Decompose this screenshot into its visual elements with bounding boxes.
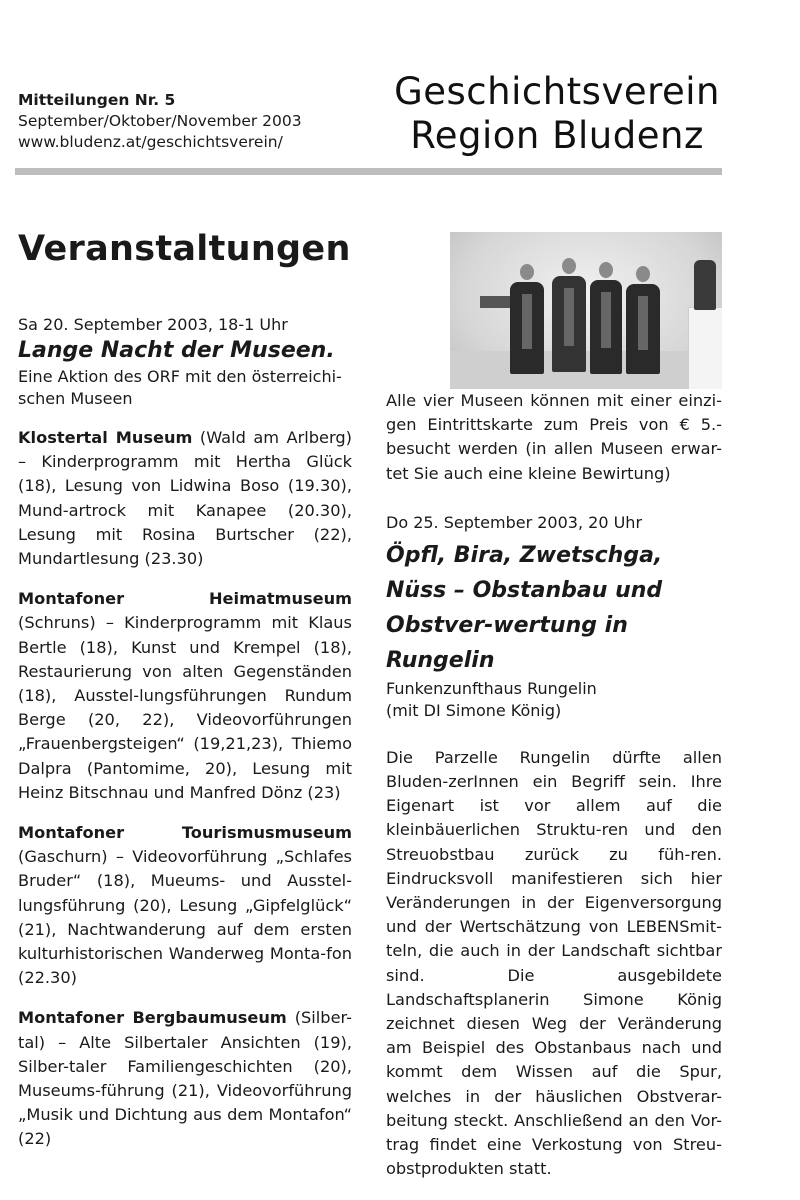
- event2-description: Die Parzelle Rungelin dürfte allen Bluden-zerInnen ein Begriff sein. Ihre Eigenart ist vor allem auf die kleinbäuerlichen Struktu-ren und den Streuobstbau zurück zu füh-ren. Eindrucksvoll manifestieren sich hier Veränderungen in der Eigenversorgung und der Wertschätzung von LEBENSmit-teln, die auch in der Landschaft sichtbar sind. Die ausgebildete Landschaftsplanerin Simone König zeichnet diesen Weg der Veränderung am Beispiel des Obstanbaus nach und kommt dem Wissen auf die Spur, welches in der häuslichen Obstverar-beitung steckt. Anschließend an den Vor-trag findet eine Verkostung von Streu-obstprodukten statt.: [386, 747, 722, 1179]
- page-header: [18, 0, 718, 175]
- ticket-note: Alle vier Museen können mit einer einzi-gen Eintrittskarte zum Preis von € 5.- besucht werden (in allen Museen erwar-tet Sie auch eine kleine Bewirtung): [386, 391, 722, 483]
- issue-period: September/Oktober/November 2003: [18, 112, 302, 130]
- masthead-line-2: Region Bludenz: [410, 114, 704, 157]
- museum-entry: [18, 587, 352, 805]
- publication-info: [18, 90, 302, 153]
- website-url: www.bludenz.at/geschichtsverein/: [18, 133, 283, 151]
- section-title: Veranstaltungen: [18, 229, 351, 269]
- museum-entry: [18, 426, 352, 571]
- masthead-title: [394, 70, 720, 158]
- event1-subtitle: Eine Aktion des ORF mit den österreichi-schen Museen: [18, 367, 342, 408]
- event2-venue: Funkenzunfthaus Rungelin: [386, 678, 597, 698]
- event1-title: Lange Nacht der Museen.: [18, 338, 335, 363]
- costume-group-photo: [450, 232, 722, 389]
- museum-name: Montafoner Bergbaumuseum: [18, 1008, 287, 1028]
- event2-speaker: (mit DI Simone König): [386, 700, 562, 720]
- event1-date: Sa 20. September 2003, 18-1 Uhr: [18, 315, 288, 334]
- museum-program: (Gaschurn) – Videovorführung „Schlafes Bruder“ (18), Mueums- und Ausstel-lungsführung (20), Lesung „Gipfelglück“ (21), Nachtwanderung auf dem ersten kulturhistorischen Wanderweg Monta-fon (22.30): [18, 847, 352, 988]
- left-column: [18, 226, 352, 1152]
- event2-date: Do 25. September 2003, 20 Uhr: [386, 512, 643, 532]
- museum-name: Montafoner Tourismusmuseum: [18, 823, 352, 843]
- right-column: [386, 226, 722, 1181]
- museum-program: (Wald am Arlberg) – Kinderprogramm mit Hertha Glück (18), Lesung von Lidwina Boso (19.30), Mund-artrock mit Kanapee (20.30), Lesung mit Rosina Burtscher (22), Mundartlesung (23.30): [18, 428, 352, 569]
- masthead-line-1: Geschichtsverein: [394, 70, 720, 113]
- museum-entry: [18, 1006, 352, 1151]
- museum-name: Montafoner Heimatmuseum: [18, 589, 352, 609]
- museum-name: Klostertal Museum: [18, 428, 193, 447]
- museum-program: (Silber-tal) – Alte Silbertaler Ansichten (19), Silber-taler Familiengeschichten (20), Museums-führung (21), Videovorführung „Musik und Dichtung aus dem Montafon“ (22): [18, 1008, 352, 1149]
- header-divider: [15, 168, 722, 175]
- event2-title: Öpfl, Bira, Zwetschga, Nüss – Obstanbau und Obstver-wertung in Rungelin: [386, 542, 663, 673]
- museum-entry: [18, 821, 352, 990]
- issue-number: Mitteilungen Nr. 5: [18, 91, 176, 109]
- museum-program: (Schruns) – Kinderprogramm mit Klaus Bertle (18), Kunst und Krempel (18), Restaurierung von alten Gegenständen (18), Ausstel-lungsführungen Rundum Berge (20, 22), Videovorführungen „Frauenbergsteigen“ (19,21,23), Thiemo Dalpra (Pantomime, 20), Lesung mit Heinz Bitschnau und Manfred Dönz (23): [18, 613, 352, 802]
